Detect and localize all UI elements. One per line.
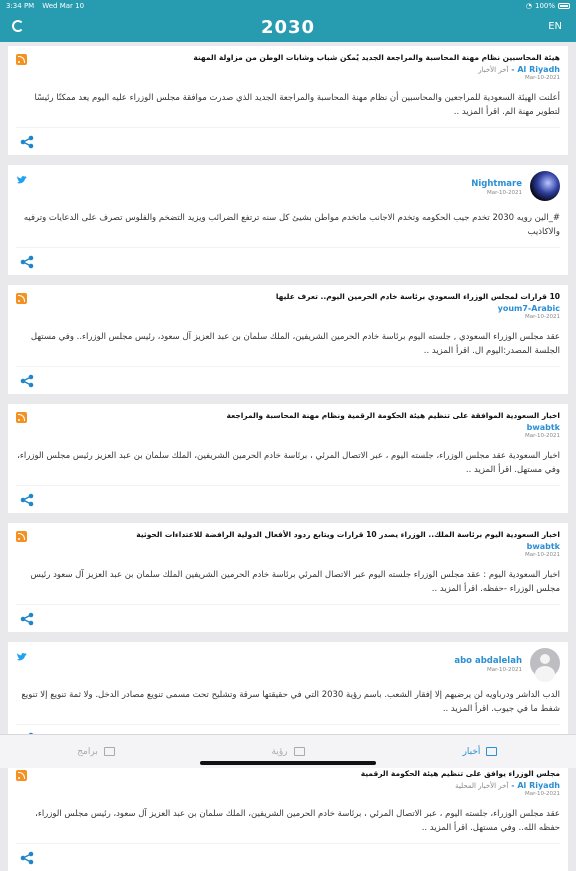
source-name: youm7-Arabic [497, 304, 560, 313]
twitter-icon [16, 648, 28, 660]
status-right [526, 2, 570, 10]
tab-news[interactable] [384, 735, 576, 768]
feed-card[interactable] [8, 404, 568, 513]
share-icon[interactable] [20, 254, 34, 268]
card-footer [16, 247, 560, 275]
language-toggle[interactable]: EN [548, 21, 562, 32]
share-icon[interactable] [20, 611, 34, 625]
rss-icon [16, 531, 27, 542]
card-footer [16, 127, 560, 155]
card-title[interactable]: هيئة المحاسبين نظام مهنة المحاسبة والمراجعة الجديد يُمكن شباب وشابات الوطن من مزاولة المهنة [193, 53, 560, 62]
top-navbar [0, 12, 576, 42]
feed-card[interactable] [8, 523, 568, 632]
source-name: bwabtk [526, 423, 560, 432]
card-date: Mar-10-2021 [525, 791, 560, 797]
feed-card[interactable] [8, 285, 568, 394]
card-header [16, 768, 560, 797]
rss-icon [16, 770, 27, 781]
card-source[interactable]: Al Riyadh - آخر الأخبار [478, 65, 560, 74]
battery-icon [558, 3, 570, 9]
status-date: Wed Mar 10 [42, 2, 85, 10]
source-category: آخر الأخبار [478, 66, 509, 74]
card-header-text [16, 171, 522, 196]
card-date: Mar-10-2021 [525, 433, 560, 439]
book-icon [104, 747, 115, 756]
feed-card[interactable] [8, 165, 568, 275]
twitter-icon [16, 171, 28, 183]
home-indicator[interactable] [200, 761, 376, 765]
feed-card[interactable] [8, 46, 568, 155]
battery-percent: 100% [534, 2, 555, 10]
card-date: Mar-10-2021 [487, 667, 522, 673]
card-body[interactable]: أعلنت الهيئة السعودية للمراجعين والمحاسبين أن نظام مهنة المحاسبة والمراجعة الجديد الذي صدرت موافقة مجلس الوزراء عليه اليوم يعد ممكنًا رئيسًا لتطوير مهنة الم. اقرأ المزيد .. [34, 93, 560, 117]
refresh-icon[interactable] [12, 20, 24, 32]
card-body[interactable]: اخبار السعودية عقد مجلس الوزراء، جلسته اليوم ، عبر الاتصال المرئي ، برئاسة خادم الحرمين الشريفين، الملك سلمان بن عبد العزيز رئيس مجلس الوزراء، وفي مستهل. اقرأ المزيد .. [17, 451, 560, 475]
rss-icon [16, 54, 27, 65]
card-source[interactable] [16, 542, 560, 551]
card-header-text [16, 410, 560, 439]
card-date: Mar-10-2021 [487, 190, 522, 196]
card-footer [16, 485, 560, 513]
share-icon[interactable] [20, 850, 34, 864]
card-footer [16, 604, 560, 632]
status-time: 3:34 PM [6, 2, 35, 10]
source-name: Al Riyadh [517, 781, 560, 790]
card-header-text [16, 291, 560, 320]
status-bar [0, 0, 576, 12]
card-source[interactable] [16, 304, 560, 313]
avatar[interactable] [530, 171, 560, 201]
rss-icon [16, 412, 27, 423]
card-source[interactable] [16, 423, 560, 432]
card-title[interactable]: مجلس الوزراء يوافق على تنظيم هيئة الحكومة الرقمية [360, 769, 560, 778]
tab-programs[interactable] [0, 735, 192, 768]
card-header-text [16, 529, 560, 558]
card-body[interactable]: عقد مجلس الوزراء السعودي , جلسته اليوم برئاسة خادم الحرمين الشريفين، الملك سلمان بن عبد العزيز آل سعود، رئيس مجلس الوزراء.. وفي مستهل الجلسة المصدر:اليوم ال. اقرأ المزيد .. [30, 332, 560, 356]
source-name: Al Riyadh [517, 65, 560, 74]
card-body[interactable]: الدب الداشر ودرباويه لن يرضيهم إلا إفقار الشعب. باسم رؤية 2030 التي في حقيقتها سرقة وتشليح تحت مسمى تنويع مصادر الدخل. ولا ثمة تنويع إلا تنويع شفط ما في جيوب. اقرأ المزيد .. [21, 690, 560, 714]
card-footer [16, 843, 560, 871]
card-source[interactable]: Al Riyadh - آخر الأخبار المحلية [455, 781, 560, 790]
newspaper-icon [486, 747, 497, 756]
card-header-text [16, 648, 522, 673]
card-header [16, 410, 560, 439]
share-icon[interactable] [20, 134, 34, 148]
avatar[interactable] [530, 648, 560, 678]
card-header [16, 529, 560, 558]
card-title[interactable]: 10 قرارات لمجلس الوزراء السعودي برئاسة خادم الحرمين اليوم.. تعرف عليها [275, 292, 560, 301]
card-body[interactable]: اخبار السعودية اليوم : عقد مجلس الوزراء جلسته اليوم عبر الاتصال المرئي برئاسة خادم الحرمين الشريفين الملك سلمان بن عبد العزيز آل سعود رئيس مجلس الوزراء -حفظه. اقرأ المزيد .. [30, 570, 560, 594]
wifi-icon: ◔ [525, 2, 532, 10]
card-title[interactable]: اخبار السعودية الموافقة على تنظيم هيئة الحكومة الرقمية ونظام مهنة المحاسبة والمراجعة [226, 411, 560, 420]
feed-card[interactable] [8, 762, 568, 871]
card-header [16, 648, 560, 678]
share-icon[interactable] [20, 492, 34, 506]
card-date: Mar-10-2021 [525, 314, 560, 320]
card-date: Mar-10-2021 [525, 75, 560, 81]
eye-icon [294, 747, 305, 756]
share-icon[interactable] [20, 373, 34, 387]
rss-icon [16, 293, 27, 304]
tab-label: رؤية [271, 746, 288, 757]
card-body[interactable]: #_الين رويه 2030 تخدم جيب الحكومه وتخدم الاجانب ماتخدم مواطن بشيئ كل سنه ترتفع الضرائب ويزيد التضخم والفلوس تصرف على الدعايات وترفيه والاكاذيب [23, 213, 560, 237]
card-header-text [16, 768, 560, 797]
card-header [16, 291, 560, 320]
card-header [16, 171, 560, 201]
tweet-username[interactable]: Nightmare [471, 179, 522, 189]
card-date: Mar-10-2021 [525, 552, 560, 558]
card-header [16, 52, 560, 81]
source-category: آخر الأخبار المحلية [455, 782, 509, 790]
tab-label: أخبار [462, 746, 481, 757]
card-body[interactable]: عقد مجلس الوزراء، جلسته اليوم ، عبر الاتصال المرئي ، برئاسة خادم الحرمين الشريفين، الملك سلمان بن عبد العزيز آل سعود، رئيس مجلس الوزراء، حفظه الله.. وفي مستهل. اقرأ المزيد .. [35, 809, 560, 833]
tweet-username[interactable]: abo abdalelah [454, 656, 522, 666]
card-footer [16, 366, 560, 394]
card-title[interactable]: اخبار السعودية اليوم برئاسة الملك.. الوزراء يصدر 10 قرارات ويتابع ردود الأفعال الدولية الرافضة للاعتداءات الحوثية [136, 530, 560, 539]
card-header-text [16, 52, 560, 81]
tab-label: برامج [77, 746, 98, 757]
source-name: bwabtk [526, 542, 560, 551]
vision-2030-logo: 2030 [260, 16, 316, 38]
